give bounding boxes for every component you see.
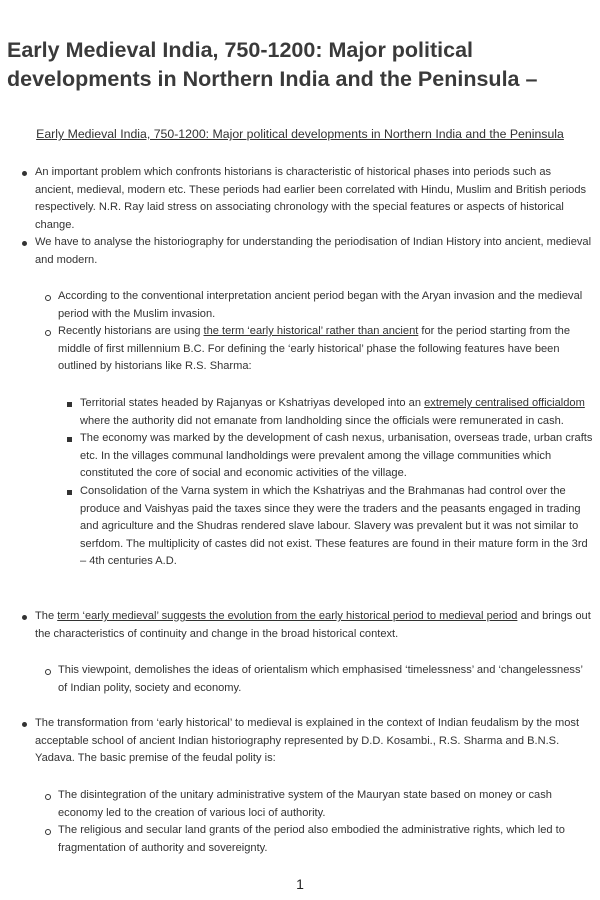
list-item: Consolidation of the Varna system in which the Kshatriyas and the Brahmanas had control over the produce and Vaishyas paid the taxes since they were the traders and the peasants engaged in trading and agriculture and the Shudras rendered slave labour. Slavery was prevalent but it was not similar to serfdom. The multiplicity of castes did not exist. These features are found in their mature form in the 3rd – 4th centuries A.D. xyxy=(80,485,588,567)
list-item xyxy=(58,323,594,376)
list-item: The religious and secular land grants of the period also embodied the administrative rights, which led to fragmentation of authority and sovereignty. xyxy=(58,824,565,854)
page-number: 1 xyxy=(296,876,304,892)
text-run: for the period starting from the middle of first millennium B.C. For defining the ‘early historical’ phase the following features have been outlined by historians like R.S. Sharma: xyxy=(58,325,571,372)
list-item: An important problem which confronts historians is characteristic of historical phases into periods such as ancient, medieval, modern etc. These periods had earlier been correlated with Hindu, Muslim and British periods respectively. N.R. Ray laid stress on associating chronology with the special features or aspects of historical change. xyxy=(35,166,587,231)
bullet-circle-icon xyxy=(45,829,51,835)
underlined-phrase: the term ‘early historical’ rather than ancient xyxy=(203,325,419,337)
bullet-square-icon xyxy=(67,490,72,495)
bullet-disc-icon xyxy=(22,722,27,727)
underlined-phrase: term ‘early medieval’ suggests the evolution from the early historical period to medieval period xyxy=(57,610,518,622)
text-run: Territorial states headed by Rajanyas or Kshatriyas developed into an xyxy=(80,397,425,409)
text-run: and brings out the characteristics of continuity and change in the broad historical context. xyxy=(35,610,591,640)
underlined-phrase: extremely centralised officialdom xyxy=(424,397,585,409)
list-item: This viewpoint, demolishes the ideas of orientalism which emphasised ‘timelessness’ and ‘changelessness’ of Indian polity, society and economy. xyxy=(58,664,583,694)
section-heading xyxy=(0,126,600,142)
list-item xyxy=(35,608,593,643)
text-run: Recently historians are using xyxy=(58,325,204,337)
section-heading-text: Early Medieval India, 750-1200: Major political developments in Northern India and the Peninsula xyxy=(36,127,564,141)
list-item: According to the conventional interpretation ancient period began with the Aryan invasion and the medieval period with the Muslim invasion. xyxy=(58,290,583,320)
list-item: The transformation from ‘early historical’ to medieval is explained in the context of Indian feudalism by the most acceptable school of ancient Indian historiography represented by D.D. Kosambi., R.S. Sharma and B.N.S. Yadava. The basic premise of the feudal polity is: xyxy=(35,717,580,764)
text-run: The xyxy=(35,610,58,622)
list-item: The economy was marked by the development of cash nexus, urbanisation, overseas trade, urban crafts etc. In the villages communal landholdings were prevalent among the village communities which constituted the core of social and economic activities of the village. xyxy=(80,432,593,479)
bullet-circle-icon xyxy=(45,794,51,800)
page-title: Early Medieval India, 750-1200: Major political developments in Northern India and the Peninsula – xyxy=(7,38,538,91)
bullet-square-icon xyxy=(67,437,72,442)
bullet-disc-icon xyxy=(22,615,27,620)
list-item: The disintegration of the unitary administrative system of the Mauryan state based on money or cash economy led to the creation of various loci of authority. xyxy=(58,789,552,819)
bullet-circle-icon xyxy=(45,330,51,336)
bullet-disc-icon xyxy=(22,241,27,246)
bullet-square-icon xyxy=(67,402,72,407)
bullet-circle-icon xyxy=(45,295,51,301)
bullet-circle-icon xyxy=(45,669,51,675)
list-item: We have to analyse the historiography for understanding the periodisation of Indian History into ancient, medieval and modern. xyxy=(35,236,592,266)
list-item xyxy=(80,395,593,430)
bullet-disc-icon xyxy=(22,171,27,176)
text-run: where the authority did not emanate from landholding since the officials were remunerated in cash. xyxy=(80,414,564,427)
